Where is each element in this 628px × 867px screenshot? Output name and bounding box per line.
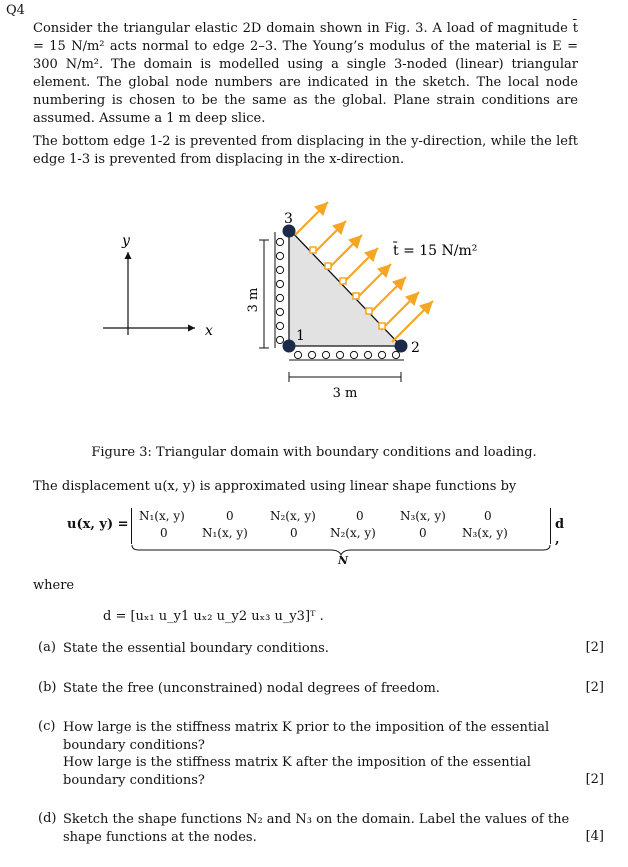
node-1 [283, 340, 296, 353]
m-r2-c4: N₂(x, y) [330, 526, 376, 540]
underbrace-label: N [338, 554, 349, 567]
horizontal-dimension [289, 372, 401, 382]
part-d-text: Sketch the shape functions N₂ and N₃ on the domain. Label the values of the shape functions at the nodes. [63, 812, 570, 845]
m-r2-c3: 0 [290, 526, 298, 540]
approx-text: The displacement u(x, y) is approximated using linear shape functions by [33, 479, 517, 494]
equation-lhs: u(x, y) = [67, 517, 129, 532]
part-c-text-2: How large is the stiffness matrix K after the imposition of the essential boundary conditions? [63, 755, 531, 788]
part-b-label: (b) [38, 680, 57, 695]
m-r1-c5: N₃(x, y) [400, 509, 446, 523]
figure-caption: Figure 3: Triangular domain with boundary conditions and loading. [91, 445, 537, 460]
shape-matrix [131, 508, 551, 544]
intro-paragraph-2: The bottom edge 1-2 is prevented from displacing in the y-direction, while the left edge 1-3 is prevented from displacing in the x-direction. [33, 134, 578, 167]
node-1-label: 1 [296, 328, 305, 344]
m-r2-c6: N₃(x, y) [462, 526, 508, 540]
part-d-label: (d) [38, 811, 57, 826]
part-b-text: State the free (unconstrained) nodal degrees of freedom. [63, 681, 440, 696]
axis-x-label: x [205, 323, 213, 339]
coordinate-axes [103, 233, 213, 339]
part-c-marks: [2] [585, 772, 604, 787]
figure-triangle-domain [0, 200, 628, 440]
axis-y-label: y [122, 233, 130, 249]
intro-paragraph-1: Consider the triangular elastic 2D domain shown in Fig. 3. A load of magnitude t̄ = 15 N/m² acts normal to edge 2–3. The Young’s modulus of the material is E = 300 N/m². The domain is modelled using a single 3-noded (linear) triangular element. The global node numbers are indicated in the sketch. The local node numbering is chosen to be the same as the global. Plane strain conditions are assumed. Assume a 1 m deep slice. [33, 21, 578, 126]
m-r1-c2: 0 [226, 509, 234, 523]
displacement-equation [67, 508, 567, 568]
part-c-label: (c) [38, 719, 56, 734]
m-r2-c2: N₁(x, y) [202, 526, 248, 540]
part-a-text: State the essential boundary conditions. [63, 641, 329, 656]
node-3-label: 3 [284, 211, 293, 227]
where-text: where [33, 578, 75, 593]
m-r1-c1: N₁(x, y) [139, 509, 185, 523]
dim-horizontal-label: 3 m [332, 386, 358, 401]
part-a-label: (a) [38, 640, 56, 655]
equation-suffix: d , [555, 517, 565, 547]
m-r1-c3: N₂(x, y) [270, 509, 316, 523]
node-2 [395, 340, 408, 353]
part-c-text: How large is the stiffness matrix K prior to the imposition of the essential boundary conditions? [63, 720, 550, 753]
load-label: t̄ = 15 N/m² [393, 243, 478, 259]
node-2-label: 2 [411, 340, 420, 356]
bottom-roller-supports [289, 351, 404, 360]
m-r2-c1: 0 [160, 526, 168, 540]
d-vector: d = [uₓ₁ u_y1 uₓ₂ u_y2 uₓ₃ u_y3]ᵀ . [103, 609, 324, 624]
m-r1-c4: 0 [356, 509, 364, 523]
left-roller-supports [275, 232, 284, 348]
part-a-marks: [2] [585, 640, 604, 655]
dim-vertical-label: 3 m [246, 287, 261, 313]
m-r1-c6: 0 [484, 509, 492, 523]
m-r2-c5: 0 [419, 526, 427, 540]
part-b-marks: [2] [585, 680, 604, 695]
part-d-marks: [4] [585, 829, 604, 844]
question-number: Q4 [6, 3, 25, 18]
